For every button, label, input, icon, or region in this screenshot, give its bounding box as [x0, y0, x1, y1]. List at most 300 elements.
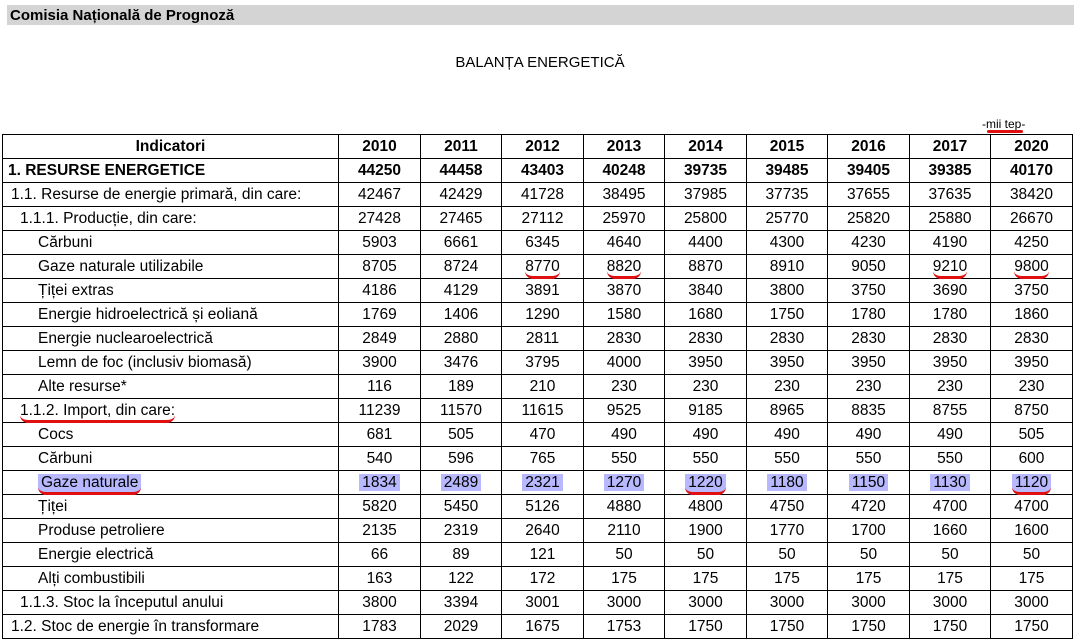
cell-value: [584, 255, 665, 279]
cell-value-text: 4700: [1014, 497, 1049, 515]
cell-value: [910, 399, 991, 423]
cell-value: [339, 279, 421, 303]
row-label: [3, 543, 339, 567]
cell-value-text: 172: [529, 569, 556, 587]
cell-value-text: 9050: [851, 257, 886, 275]
cell-value: [584, 519, 665, 543]
row-label-text: Lemn de foc (inclusiv biomasă): [38, 353, 252, 371]
cell-value-text: 39735: [683, 161, 728, 179]
cell-value: [421, 375, 502, 399]
cell-value: [991, 615, 1073, 639]
table-row: [3, 159, 1073, 183]
cell-value-text: 4190: [932, 233, 968, 251]
cell-value-text: 4700: [932, 497, 968, 515]
cell-value-text: 1834: [359, 474, 399, 491]
cell-value-text: 40170: [1009, 161, 1054, 179]
cell-value-text: 8870: [688, 257, 723, 275]
cell-value-text: 6661: [443, 233, 479, 251]
cell-value-text: 44458: [439, 161, 483, 179]
cell-value-text: 3000: [1014, 593, 1049, 611]
cell-value-text: 490: [611, 425, 637, 443]
cell-value: [910, 519, 991, 543]
row-label: [3, 303, 339, 327]
cell-value: [991, 327, 1073, 351]
row-label: [3, 327, 339, 351]
cell-value-text: 2489: [441, 474, 481, 491]
cell-value: [339, 351, 421, 375]
row-label-text: Gaze naturale: [38, 474, 141, 495]
cell-value-text: 210: [529, 377, 556, 395]
cell-value: [339, 303, 421, 327]
cell-value-text: 44250: [357, 161, 402, 179]
document-title: BALANȚA ENERGETICĂ: [455, 54, 625, 71]
row-label-text: Țiței extras: [38, 281, 114, 299]
cell-value: [991, 183, 1073, 207]
cell-value: [910, 375, 991, 399]
cell-value-text: 8835: [851, 401, 886, 419]
table-row: [3, 231, 1073, 255]
cell-value: [910, 183, 991, 207]
cell-value-text: 540: [366, 449, 393, 467]
table-row: [3, 327, 1073, 351]
cell-value: [502, 495, 584, 519]
cell-value-text: 3000: [769, 593, 805, 611]
cell-value-text: 6345: [525, 233, 560, 251]
cell-value-text: 1600: [1014, 521, 1049, 539]
cell-value: [747, 327, 828, 351]
cell-value: [747, 471, 828, 495]
cell-value-text: 27112: [521, 209, 564, 227]
cell-value: [747, 351, 828, 375]
cell-value: [991, 519, 1073, 543]
cell-value-text: 4129: [443, 281, 479, 299]
cell-value: [747, 543, 828, 567]
cell-value: [665, 327, 747, 351]
table-row: [3, 615, 1073, 639]
row-label: [3, 351, 339, 375]
cell-value-text: 1750: [1014, 617, 1049, 635]
cell-value-text: 9800: [1014, 258, 1048, 279]
header-year: 2017: [910, 135, 991, 159]
cell-value-text: 175: [937, 569, 963, 587]
cell-value-text: 2849: [362, 329, 397, 347]
cell-value-text: 4250: [1014, 233, 1049, 251]
row-label: [3, 399, 339, 423]
cell-value-text: 43403: [520, 161, 565, 179]
cell-value: [665, 303, 747, 327]
cell-value: [665, 495, 747, 519]
cell-value: [339, 591, 421, 615]
cell-value: [421, 255, 502, 279]
cell-value: [339, 447, 421, 471]
cell-value-text: 1406: [443, 305, 479, 323]
cell-value-text: 1120: [1012, 474, 1051, 495]
cell-value: [339, 543, 421, 567]
row-label: [3, 591, 339, 615]
cell-value-text: 2319: [443, 521, 479, 539]
cell-value-text: 8755: [932, 401, 968, 419]
cell-value-text: 38495: [602, 185, 646, 203]
cell-value: [910, 255, 991, 279]
table-row: [3, 303, 1073, 327]
row-label: [3, 255, 339, 279]
cell-value-text: 37735: [765, 185, 809, 203]
bar-title: Comisia Națională de Prognoză: [10, 7, 235, 24]
cell-value-text: 175: [611, 569, 637, 587]
cell-value-text: 2830: [606, 329, 642, 347]
cell-value-text: 1780: [932, 305, 968, 323]
cell-value-text: 4750: [769, 497, 805, 515]
unit-label: -mii tep-: [982, 117, 1026, 131]
cell-value: [502, 351, 584, 375]
cell-value-text: 230: [611, 377, 637, 395]
table-row: [3, 207, 1073, 231]
cell-value: [747, 399, 828, 423]
cell-value-text: 4880: [606, 497, 642, 515]
row-label-text: Alte resurse*: [38, 377, 127, 395]
cell-value-text: 42429: [439, 185, 483, 203]
cell-value-text: 3795: [525, 353, 560, 371]
cell-value: [584, 279, 665, 303]
cell-value-text: 550: [937, 449, 963, 467]
cell-value-text: 2830: [851, 329, 886, 347]
row-label: [3, 231, 339, 255]
cell-value-text: 163: [366, 569, 393, 587]
cell-value: [339, 231, 421, 255]
cell-value: [991, 471, 1073, 495]
cell-value-text: 11570: [440, 401, 482, 419]
cell-value: [991, 447, 1073, 471]
cell-value: [502, 279, 584, 303]
cell-value-text: 38420: [1009, 185, 1054, 203]
cell-value-text: 596: [448, 449, 474, 467]
cell-value-text: 490: [855, 425, 882, 443]
cell-value-text: 175: [855, 569, 882, 587]
cell-value-text: 470: [529, 425, 556, 443]
cell-value: [991, 207, 1073, 231]
cell-value: [665, 615, 747, 639]
cell-value: [828, 567, 910, 591]
cell-value-text: 3690: [932, 281, 968, 299]
cell-value-text: 2640: [525, 521, 560, 539]
cell-value: [828, 519, 910, 543]
cell-value-text: 50: [1022, 545, 1041, 563]
cell-value: [910, 591, 991, 615]
cell-value: [747, 231, 828, 255]
cell-value: [828, 207, 910, 231]
cell-value-text: 1180: [767, 474, 806, 491]
cell-value-text: 4186: [362, 281, 397, 299]
row-label-text: Cocs: [38, 425, 74, 443]
cell-value: [665, 567, 747, 591]
cell-value-text: 11615: [521, 401, 564, 419]
cell-value: [747, 207, 828, 231]
cell-value: [339, 423, 421, 447]
cell-value-text: 3000: [932, 593, 968, 611]
cell-value: [502, 375, 584, 399]
cell-value-text: 3950: [1014, 353, 1049, 371]
cell-value-text: 175: [692, 569, 719, 587]
cell-value-text: 3950: [688, 353, 723, 371]
cell-value: [339, 207, 421, 231]
cell-value: [339, 159, 421, 183]
cell-value: [502, 615, 584, 639]
cell-value: [339, 615, 421, 639]
cell-value-text: 50: [941, 545, 959, 563]
cell-value-text: 42467: [357, 185, 402, 203]
cell-value: [421, 519, 502, 543]
cell-value: [584, 567, 665, 591]
cell-value: [828, 399, 910, 423]
cell-value: [747, 375, 828, 399]
cell-value: [828, 279, 910, 303]
cell-value-text: 1750: [932, 617, 968, 635]
cell-value: [584, 495, 665, 519]
cell-value-text: 40248: [602, 161, 646, 179]
row-label: [3, 159, 339, 183]
cell-value-text: 121: [529, 545, 556, 563]
row-label: [3, 447, 339, 471]
row-label: [3, 279, 339, 303]
cell-value-text: 1130: [930, 474, 969, 491]
cell-value: [991, 567, 1073, 591]
cell-value-text: 1700: [851, 521, 886, 539]
row-label-text: Cărbuni: [38, 233, 93, 251]
cell-value: [584, 327, 665, 351]
row-label-text: Produse petroliere: [38, 521, 165, 539]
table-row: [3, 279, 1073, 303]
row-label-text: 1.1. Resurse de energie primară, din care:: [11, 185, 302, 203]
cell-value: [747, 255, 828, 279]
cell-value: [665, 591, 747, 615]
row-label: [3, 519, 339, 543]
cell-value: [665, 399, 747, 423]
cell-value-text: 8770: [525, 258, 559, 279]
cell-value-text: 230: [855, 377, 882, 395]
cell-value: [910, 567, 991, 591]
cell-value: [421, 303, 502, 327]
cell-value: [828, 471, 910, 495]
cell-value-text: 4300: [769, 233, 805, 251]
cell-value: [421, 279, 502, 303]
cell-value: [991, 303, 1073, 327]
cell-value: [421, 423, 502, 447]
cell-value: [421, 543, 502, 567]
cell-value: [910, 303, 991, 327]
cell-value: [991, 543, 1073, 567]
cell-value: [665, 519, 747, 543]
table-row: [3, 351, 1073, 375]
cell-value: [828, 303, 910, 327]
cell-value: [910, 615, 991, 639]
cell-value-text: 39385: [928, 161, 972, 179]
cell-value-text: 37635: [928, 185, 972, 203]
cell-value: [421, 399, 502, 423]
table-body: [3, 159, 1073, 639]
cell-value-text: 3476: [443, 353, 479, 371]
cell-value: [665, 255, 747, 279]
cell-value: [991, 231, 1073, 255]
cell-value: [910, 207, 991, 231]
cell-value-text: 3800: [362, 593, 397, 611]
cell-value-text: 25800: [683, 209, 728, 227]
header-year: 2016: [828, 135, 910, 159]
cell-value: [502, 519, 584, 543]
cell-value: [502, 567, 584, 591]
cell-value: [828, 423, 910, 447]
cell-value-text: 1750: [769, 617, 805, 635]
cell-value: [910, 543, 991, 567]
header-year: 2015: [747, 135, 828, 159]
cell-value: [421, 231, 502, 255]
header-row: [3, 135, 1073, 159]
cell-value-text: 25880: [928, 209, 972, 227]
row-label: [3, 207, 339, 231]
cell-value: [421, 495, 502, 519]
cell-value-text: 2880: [443, 329, 479, 347]
cell-value: [747, 519, 828, 543]
cell-value: [747, 447, 828, 471]
cell-value-text: 25770: [765, 209, 809, 227]
row-label-text: 1.1.2. Import, din care:: [20, 402, 175, 423]
cell-value: [584, 447, 665, 471]
cell-value-text: 39485: [765, 161, 809, 179]
cell-value: [502, 327, 584, 351]
cell-value-text: 2830: [1014, 329, 1049, 347]
header-year: 2010: [339, 135, 421, 159]
cell-value-text: 8820: [607, 258, 641, 279]
cell-value-text: 4640: [606, 233, 642, 251]
cell-value: [665, 159, 747, 183]
cell-value-text: 3840: [688, 281, 723, 299]
cell-value: [502, 231, 584, 255]
cell-value-text: 3891: [525, 281, 560, 299]
cell-value: [339, 327, 421, 351]
cell-value-text: 1900: [688, 521, 723, 539]
row-label-text: 1.1.1. Producție, din care:: [20, 209, 197, 227]
cell-value: [339, 375, 421, 399]
title-bar: [7, 5, 1074, 25]
cell-value: [665, 351, 747, 375]
cell-value-text: 1680: [688, 305, 723, 323]
cell-value-text: 8705: [362, 257, 397, 275]
cell-value: [910, 495, 991, 519]
cell-value-text: 550: [774, 449, 800, 467]
table-row: [3, 519, 1073, 543]
cell-value-text: 8910: [769, 257, 805, 275]
cell-value-text: 1783: [362, 617, 397, 635]
cell-value-text: 4800: [688, 497, 723, 515]
cell-value: [910, 423, 991, 447]
cell-value: [910, 351, 991, 375]
cell-value: [665, 423, 747, 447]
cell-value: [421, 615, 502, 639]
cell-value-text: 3950: [932, 353, 968, 371]
row-label-text: Energie nuclearoelectrică: [38, 329, 213, 347]
cell-value: [339, 399, 421, 423]
row-label: [3, 615, 339, 639]
cell-value: [339, 567, 421, 591]
cell-value: [828, 231, 910, 255]
cell-value: [421, 567, 502, 591]
cell-value-text: 9210: [933, 258, 967, 279]
cell-value-text: 2135: [362, 521, 397, 539]
cell-value: [747, 423, 828, 447]
cell-value-text: 1769: [362, 305, 397, 323]
row-label: [3, 495, 339, 519]
table-row: [3, 567, 1073, 591]
cell-value: [991, 399, 1073, 423]
energy-balance-table: [2, 134, 1073, 639]
cell-value-text: 505: [448, 425, 474, 443]
cell-value: [665, 279, 747, 303]
cell-value-text: 66: [370, 545, 389, 563]
red-underline-mark: [987, 130, 1023, 133]
header-year: 2013: [584, 135, 665, 159]
cell-value-text: 27428: [357, 209, 402, 227]
cell-value-text: 3000: [606, 593, 642, 611]
cell-value-text: 1220: [685, 474, 725, 495]
row-label: [3, 567, 339, 591]
cell-value: [584, 471, 665, 495]
cell-value: [584, 351, 665, 375]
cell-value-text: 3750: [851, 281, 886, 299]
cell-value: [991, 279, 1073, 303]
cell-value: [991, 351, 1073, 375]
cell-value-text: 1860: [1014, 305, 1049, 323]
table-row: [3, 447, 1073, 471]
cell-value-text: 4000: [606, 353, 642, 371]
cell-value: [828, 495, 910, 519]
cell-value-text: 490: [774, 425, 800, 443]
cell-value-text: 37655: [846, 185, 891, 203]
cell-value-text: 230: [1018, 377, 1045, 395]
row-label-text: 1.2. Stoc de energie în transformare: [11, 617, 260, 635]
cell-value: [991, 591, 1073, 615]
cell-value-text: 3900: [362, 353, 397, 371]
cell-value-text: 11239: [358, 401, 401, 419]
cell-value-text: 1750: [769, 305, 805, 323]
table-row: [3, 255, 1073, 279]
cell-value: [339, 471, 421, 495]
cell-value-text: 3870: [606, 281, 642, 299]
row-label-text: 1.1.3. Stoc la începutul anului: [20, 593, 224, 611]
cell-value: [421, 471, 502, 495]
cell-value: [991, 375, 1073, 399]
cell-value: [584, 231, 665, 255]
cell-value-text: 25820: [846, 209, 891, 227]
cell-value: [502, 447, 584, 471]
cell-value: [421, 327, 502, 351]
cell-value-text: 2110: [607, 521, 641, 539]
cell-value-text: 490: [692, 425, 719, 443]
cell-value-text: 1660: [932, 521, 968, 539]
cell-value: [991, 159, 1073, 183]
cell-value: [584, 159, 665, 183]
cell-value-text: 3800: [769, 281, 805, 299]
cell-value-text: 5903: [362, 233, 397, 251]
cell-value: [339, 255, 421, 279]
row-label-text: Energie hidroelectrică și eoliană: [38, 305, 258, 323]
cell-value: [421, 591, 502, 615]
cell-value: [502, 255, 584, 279]
table-row: [3, 471, 1073, 495]
cell-value-text: 50: [778, 545, 796, 563]
cell-value: [828, 159, 910, 183]
cell-value: [584, 615, 665, 639]
cell-value: [584, 375, 665, 399]
row-label-text: Alți combustibili: [38, 569, 145, 587]
